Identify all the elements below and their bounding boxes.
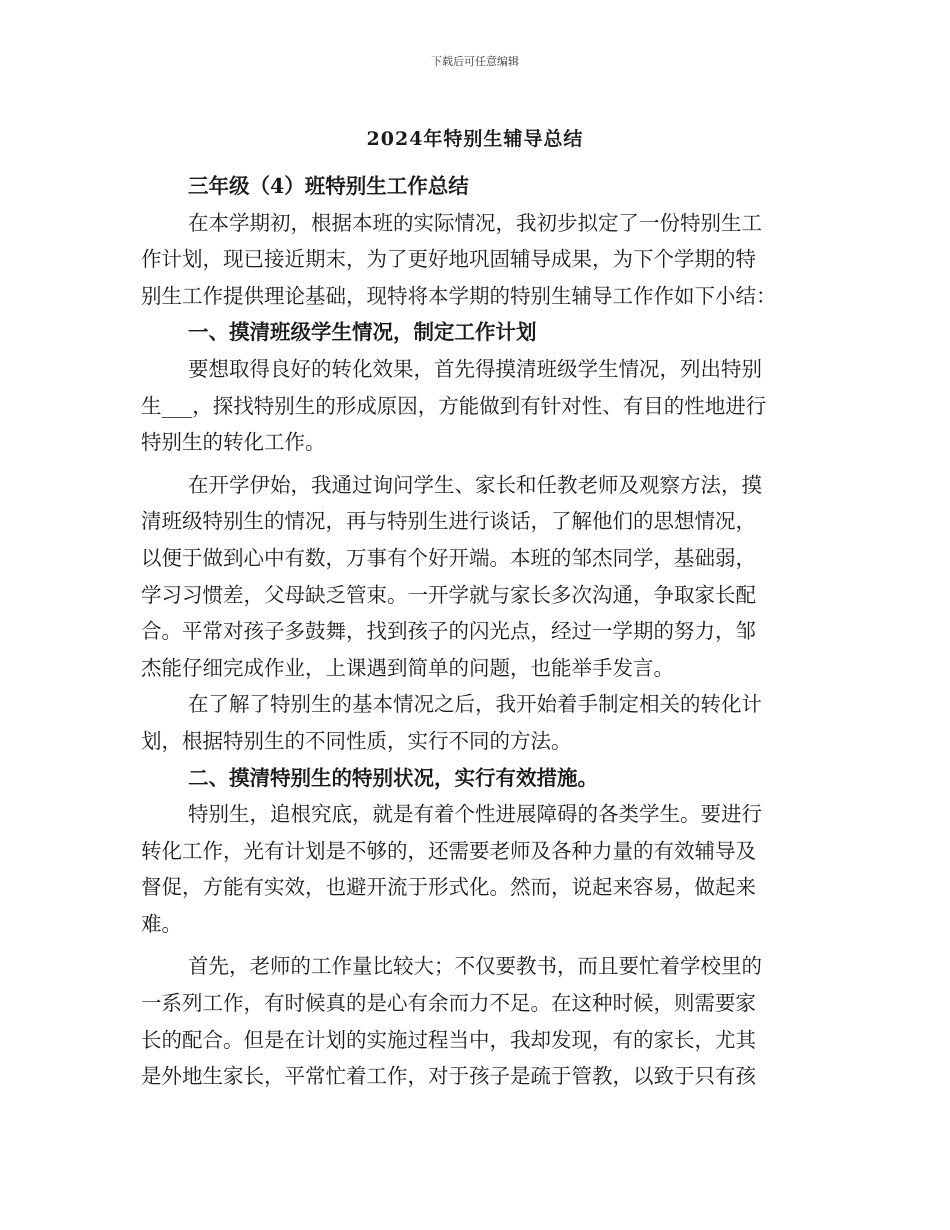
- paragraph-line: 杰能仔细完成作业，上课遇到简单的问题，也能举手发言。: [141, 655, 674, 680]
- paragraph-line: 作计划，现已接近期末，为了更好地巩固辅导成果，为下个学期的特: [141, 247, 756, 272]
- paragraph-line: 难。: [141, 911, 182, 936]
- section-heading: 二、摸清特别生的特别状况，实行有效措施。: [188, 765, 598, 790]
- paragraph-line: 长的配合。但是在计划的实施过程当中，我却发现，有的家长，尤其: [141, 1027, 756, 1052]
- paragraph-line: 要想取得良好的转化效果，首先得摸清班级学生情况，列出特别: [188, 356, 762, 381]
- paragraph-line: 督促，方能有实效，也避开流于形式化。然而，说起来容易，做起来: [141, 875, 756, 900]
- paragraph: [141, 467, 809, 687]
- paragraph-line: 转化工作，光有计划是不够的，还需要老师及各种力量的有效辅导及: [141, 838, 756, 863]
- subtitle: 三年级（4）班特别生工作总结: [188, 174, 469, 198]
- paragraph-line: 特别生的转化工作。: [141, 430, 326, 455]
- paragraph: [141, 686, 809, 759]
- paragraph-line: 合。平常对孩子多鼓舞，找到孩子的闪光点，经过一学期的努力，邹: [141, 619, 756, 644]
- paragraph-line: 首先，老师的工作量比较大；不仅要教书，而且要忙着学校里的: [188, 954, 762, 979]
- paragraph-line: 划，根据特别生的不同性质，实行不同的方法。: [141, 728, 572, 753]
- paragraph: [141, 796, 809, 942]
- paragraph-line: 学习习惯差，父母缺乏管束。一开学就与家长多次沟通，争取家长配: [141, 582, 756, 607]
- paragraph-line: 别生工作提供理论基础，现特将本学期的特别生辅导工作作如下小结：: [141, 283, 777, 308]
- paragraph-line: 在了解了特别生的基本情况之后，我开始着手制定相关的转化计: [188, 692, 762, 717]
- paragraph-line: 生___，探找特别生的形成原因，方能做到有针对性、有目的性地进行: [141, 393, 767, 418]
- paragraph-line: 在开学伊始，我通过询问学生、家长和任教老师及观察方法，摸: [188, 472, 762, 497]
- paragraph-line: 在本学期初，根据本班的实际情况，我初步拟定了一份特别生工: [188, 210, 762, 235]
- paragraph-line: 以便于做到心中有数，万事有个好开端。本班的邹杰同学，基础弱，: [141, 545, 756, 570]
- paragraph-line: 一系列工作，有时候真的是心有余而力不足。在这种时候，则需要家: [141, 991, 756, 1016]
- header-note: 下载后可任意编辑: [431, 55, 519, 68]
- paragraph: [141, 948, 809, 1094]
- document-title: 2024年特别生辅导总结: [366, 128, 584, 150]
- document-body: [141, 168, 809, 1095]
- paragraph-line: 特别生，追根究底，就是有着个性进展障碍的各类学生。要进行: [188, 802, 762, 827]
- section-heading: 一、摸清班级学生情况，制定工作计划: [188, 320, 537, 345]
- paragraph: [141, 351, 809, 461]
- paragraph-line: 是外地生家长，平常忙着工作，对于孩子是疏于管教，以致于只有孩: [141, 1064, 756, 1089]
- paragraph: [141, 205, 809, 315]
- paragraph-line: 清班级特别生的情况，再与特别生进行谈话，了解他们的思想情况，: [141, 509, 756, 534]
